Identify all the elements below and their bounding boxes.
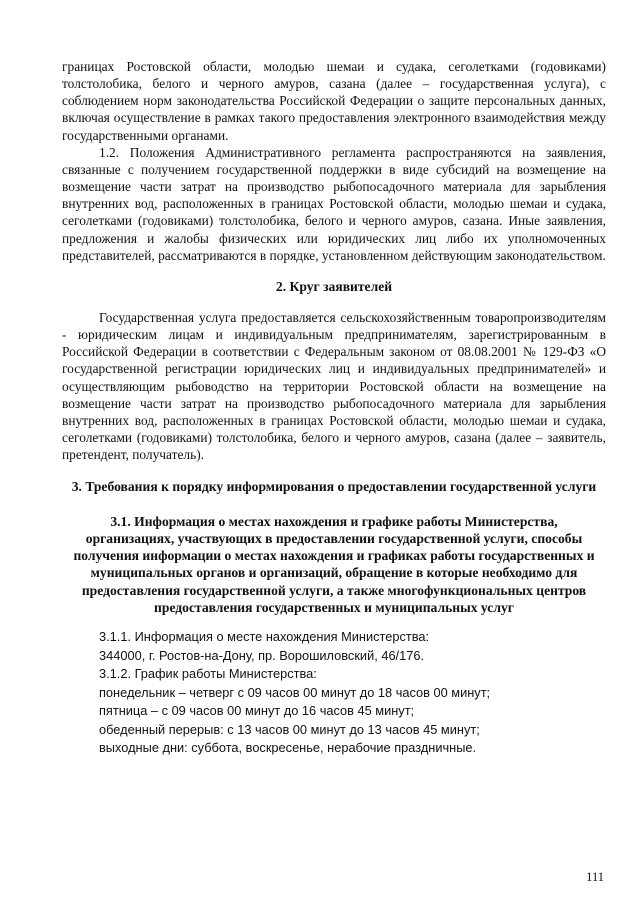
- info-line: обеденный перерыв: с 13 часов 00 минут до 13 часов 45 минут;: [99, 721, 480, 737]
- info-line: 3.1.1. Информация о месте нахождения Министерства:: [99, 629, 430, 644]
- paragraph-applicants: Государственная услуга предоставляется сельскохозяйственным товаропроизводителям - юридическим лицам и индивидуальным предпринимателям, зарегистрированным в Российской Федерации в соответствии с Федеральным законом от 08.08.2001 № 129-ФЗ «О государственной регистрации юридических лиц и индивидуальных предпринимателей» и осуществляющим рыбоводство на территории Ростовской области на возмещение на возмещение части затрат на производство рыбопосадочного материала для зарыбления внутренних вод, расположенных в границах Ростовской области, молодью шемаи и судака, сеголетками (годовиками) толстолобика, белого и черного амуров, сазана (далее – заявитель, претендент, получатель).: [62, 309, 606, 463]
- info-line: 3.1.2. График работы Министерства:: [99, 666, 317, 681]
- section-heading-informing: 3. Требования к порядку информирования о предоставлении государственной услуги: [71, 479, 597, 495]
- subsection-heading-3-1: 3.1. Информация о местах нахождения и графике работы Министерства, организациях, участвующих в предоставлении государственной услуги, способы получения информации о местах нахождения и графиках работы государственных и муниципальных органов и организаций, обращение в которые необходимо для предоставления государственной услуги, а также многофункциональных центров предоставления государственных и муниципальных услуг: [73, 513, 595, 615]
- page-number: 111: [586, 870, 604, 884]
- info-line: 344000, г. Ростов-на-Дону, пр. Ворошиловский, 46/176.: [99, 647, 425, 663]
- ministry-info-list: [99, 628, 606, 758]
- section-heading-applicants: 2. Круг заявителей: [275, 278, 393, 294]
- info-line: понедельник – четверг с 09 часов 00 минут до 18 часов 00 минут;: [99, 684, 491, 700]
- info-line: пятница – с 09 часов 00 минут до 16 часов 45 минут;: [99, 703, 415, 718]
- paragraph-1-2: 1.2. Положения Административного регламента распространяются на заявления, связанные с получением государственной поддержки в виде субсидий на возмещение на возмещение части затрат на производство рыбопосадочного материала для зарыбления внутренних вод, расположенных в границах Ростовской области, молодью шемаи и судака, сеголетками (годовиками) толстолобика, белого и черного амуров, сазана. Иные заявления, предложения и жалобы физических или юридических лиц либо их уполномоченных представителей, рассматриваются в порядке, установленном действующим законодательством.: [62, 144, 606, 263]
- paragraph-continuation: границах Ростовской области, молодью шемаи и судака, сеголетками (годовиками) толстолобика, белого и черного амуров, сазана (далее – государственная услуга), с соблюдением норм законодательства Российской Федерации о защите персональных данных, включая осуществление в рамках такого предоставления электронного взаимодействия между государственными органами.: [62, 59, 606, 143]
- info-line: выходные дни: суббота, воскресенье, нерабочие праздничные.: [99, 740, 477, 755]
